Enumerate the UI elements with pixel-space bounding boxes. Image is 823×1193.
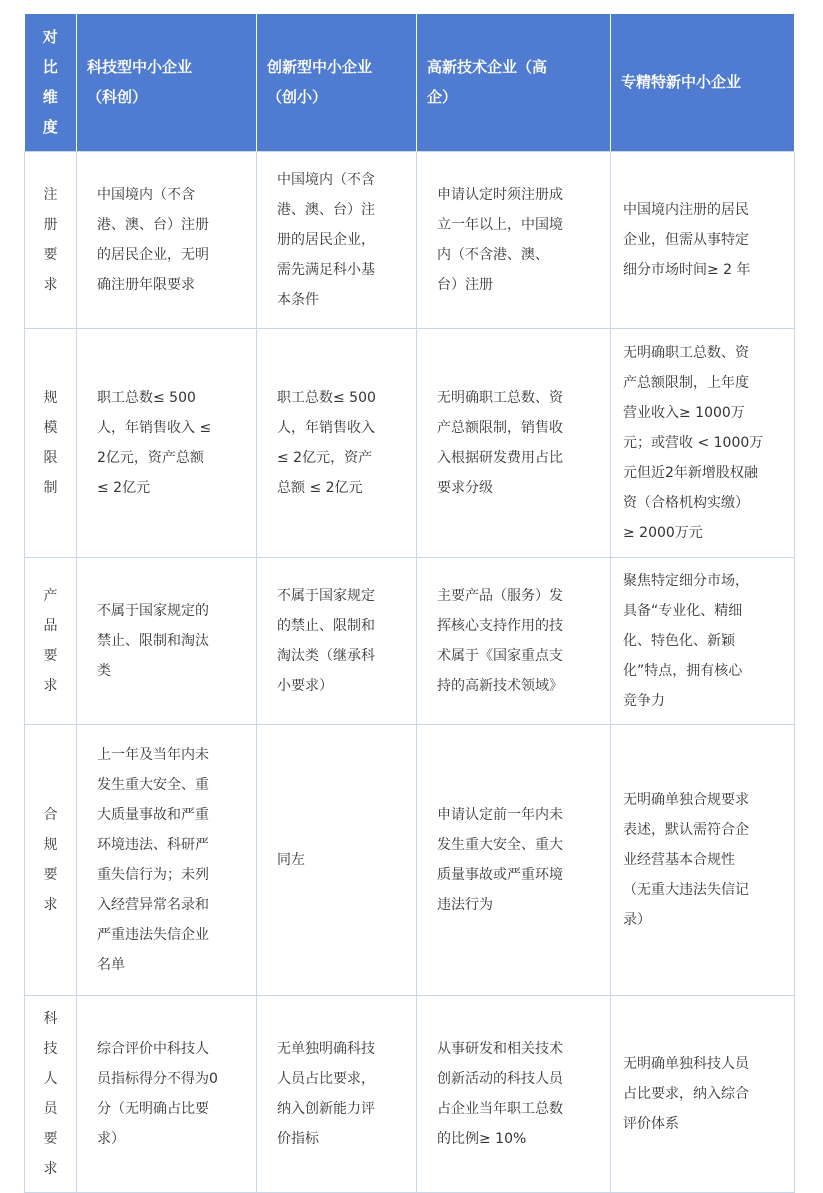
table-header-row: [25, 14, 795, 151]
table-cell: 职工总数≤ 500 人，年销售收入 ≤ 2亿元，资产 总额 ≤ 2亿元: [257, 328, 417, 557]
header-high-tech-enterprise: 高新技术企业（高 企）: [417, 14, 611, 151]
table-cell: 不属于国家规定 的禁止、限制和 淘汰类（继承科 小要求）: [257, 557, 417, 724]
table-row: [25, 995, 795, 1192]
table-cell: 无明确职工总数、资 产总额限制，上年度 营业收入≥ 1000万 元；或营收 < 1000万 元但近2年新增股权融 资（合格机构实缴） ≥ 2000万元: [611, 328, 795, 557]
table-cell: 申请认定前一年内未 发生重大安全、重大 质量事故或严重环境 违法行为: [417, 724, 611, 995]
table-cell: 中国境内（不含 港、澳、台）注册 的居民企业，无明 确注册年限要求: [77, 151, 257, 328]
row-dimension-label: 注 册 要 求: [25, 151, 77, 328]
table-cell: 无明确单独合规要求 表述，默认需符合企 业经营基本合规性 （无重大违法失信记 录）: [611, 724, 795, 995]
comparison-table-container: [24, 14, 794, 1193]
table-cell: 无明确单独科技人员 占比要求，纳入综合 评价体系: [611, 995, 795, 1192]
table-cell: 申请认定时须注册成 立一年以上，中国境 内（不含港、澳、 台）注册: [417, 151, 611, 328]
header-specialized-sme: 专精特新中小企业: [611, 14, 795, 151]
table-cell: 同左: [257, 724, 417, 995]
table-cell: 聚焦特定细分市场， 具备“专业化、精细 化、特色化、新颖 化”特点，拥有核心 竞争力: [611, 557, 795, 724]
table-row: [25, 151, 795, 328]
header-innovative-sme: 创新型中小企业 （创小）: [257, 14, 417, 151]
header-tech-sme: 科技型中小企业 （科创）: [77, 14, 257, 151]
row-dimension-label: 科 技 人 员 要 求: [25, 995, 77, 1192]
table-cell: 中国境内注册的居民 企业，但需从事特定 细分市场时间≥ 2 年: [611, 151, 795, 328]
table-cell: 从事研发和相关技术 创新活动的科技人员 占企业当年职工总数 的比例≥ 10%: [417, 995, 611, 1192]
table-cell: 主要产品（服务）发 挥核心支持作用的技 术属于《国家重点支 持的高新技术领域》: [417, 557, 611, 724]
table-cell: 无明确职工总数、资 产总额限制，销售收 入根据研发费用占比 要求分级: [417, 328, 611, 557]
table-row: [25, 557, 795, 724]
table-cell: 职工总数≤ 500 人，年销售收入 ≤ 2亿元，资产总额 ≤ 2亿元: [77, 328, 257, 557]
table-cell: 上一年及当年内未 发生重大安全、重 大质量事故和严重 环境违法、科研严 重失信行为；未列 入经营异常名录和 严重违法失信企业 名单: [77, 724, 257, 995]
table-row: [25, 328, 795, 557]
table-cell: 综合评价中科技人 员指标得分不得为0 分（无明确占比要 求）: [77, 995, 257, 1192]
row-dimension-label: 产 品 要 求: [25, 557, 77, 724]
table-row: [25, 724, 795, 995]
table-cell: 中国境内（不含 港、澳、台）注 册的居民企业， 需先满足科小基 本条件: [257, 151, 417, 328]
header-dimension: 对 比 维 度: [25, 14, 77, 151]
row-dimension-label: 规 模 限 制: [25, 328, 77, 557]
table-cell: 无单独明确科技 人员占比要求， 纳入创新能力评 价指标: [257, 995, 417, 1192]
enterprise-comparison-table: [24, 14, 795, 1193]
table-cell: 不属于国家规定的 禁止、限制和淘汰 类: [77, 557, 257, 724]
row-dimension-label: 合 规 要 求: [25, 724, 77, 995]
